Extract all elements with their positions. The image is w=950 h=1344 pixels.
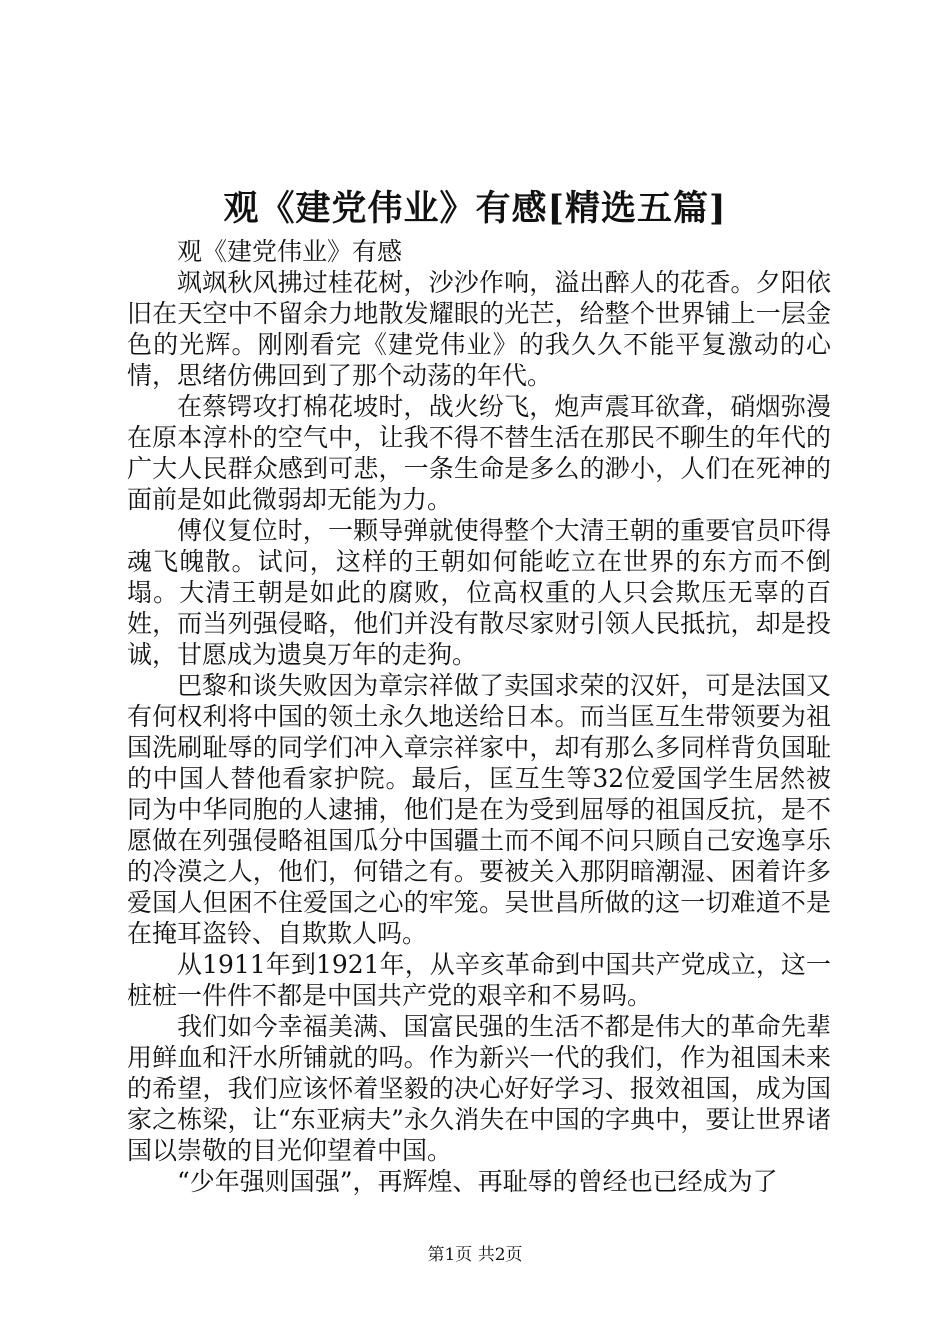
paragraph: 我们如今幸福美满、国富民强的生活不都是伟大的革命先辈用鲜血和汗水所铺就的吗。作为新兴一代的我们，作为祖国未来的希望，我们应该怀着坚毅的决心好好学习、报效祖国，成为国家之栋梁，让“东亚病夫”永久消失在中国的字典中，要让世界诸国以崇敬的目光仰望着中国。: [127, 1012, 831, 1165]
paragraph: “少年强则国强”，再辉煌、再耻辱的曾经也已经成为了: [177, 1167, 778, 1196]
paragraph: 在蔡锷攻打棉花坡时，战火纷飞，炮声震耳欲聋，硝烟弥漫在原本淳朴的空气中，让我不得不替生活在那民不聊生的年代的广大人民群众感到可悲，一条生命是多么的渺小，人们在死神的面前是如此微弱却无能为力。: [127, 392, 831, 514]
paragraph: 巴黎和谈失败因为章宗祥做了卖国求荣的汉奸，可是法国又有何权利将中国的领土永久地送给日本。而当匡互生带领要为祖国洗刷耻辱的同学们冲入章宗祥家中，却有那么多同样背负国耻的中国人替他看家护院。最后，匡互生等32位爱国学生居然被同为中华同胞的人逮捕，他们是在为受到屈辱的祖国反抗，是不愿做在列强侵略祖国瓜分中国疆土而不闻不问只顾自己安逸享乐的冷漠之人，他们，何错之有。要被关入那阴暗潮湿、困着许多爱国人但困不住爱国之心的牢笼。吴世昌所做的这一切难道不是在掩耳盗铃、自欺欺人吗。: [127, 671, 831, 948]
document-body: [127, 236, 831, 1197]
page-footer: 第1页 共2页: [427, 1245, 523, 1265]
section-subtitle: 观《建党伟业》有感: [177, 237, 403, 266]
paragraph: 傅仪复位时，一颗导弹就使得整个大清王朝的重要官员吓得魂飞魄散。试问，这样的王朝如何能屹立在世界的东方而不倒塌。大清王朝是如此的腐败，位高权重的人只会欺压无辜的百姓，而当列强侵略，他们并没有散尽家财引领人民抵抗，却是投诚，甘愿成为遗臭万年的走狗。: [127, 516, 831, 669]
document-title: 观《建党伟业》有感[精选五篇]: [223, 188, 727, 229]
paragraph: 飒飒秋风拂过桂花树，沙沙作响，溢出醉人的花香。夕阳依旧在天空中不留余力地散发耀眼的光芒，给整个世界铺上一层金色的光辉。刚刚看完《建党伟业》的我久久不能平复激动的心情，思绪仿佛回到了那个动荡的年代。: [127, 268, 831, 390]
paragraph: 从1911年到1921年，从辛亥革命到中国共产党成立，这一桩桩一件件不都是中国共产党的艰辛和不易吗。: [127, 950, 831, 1010]
